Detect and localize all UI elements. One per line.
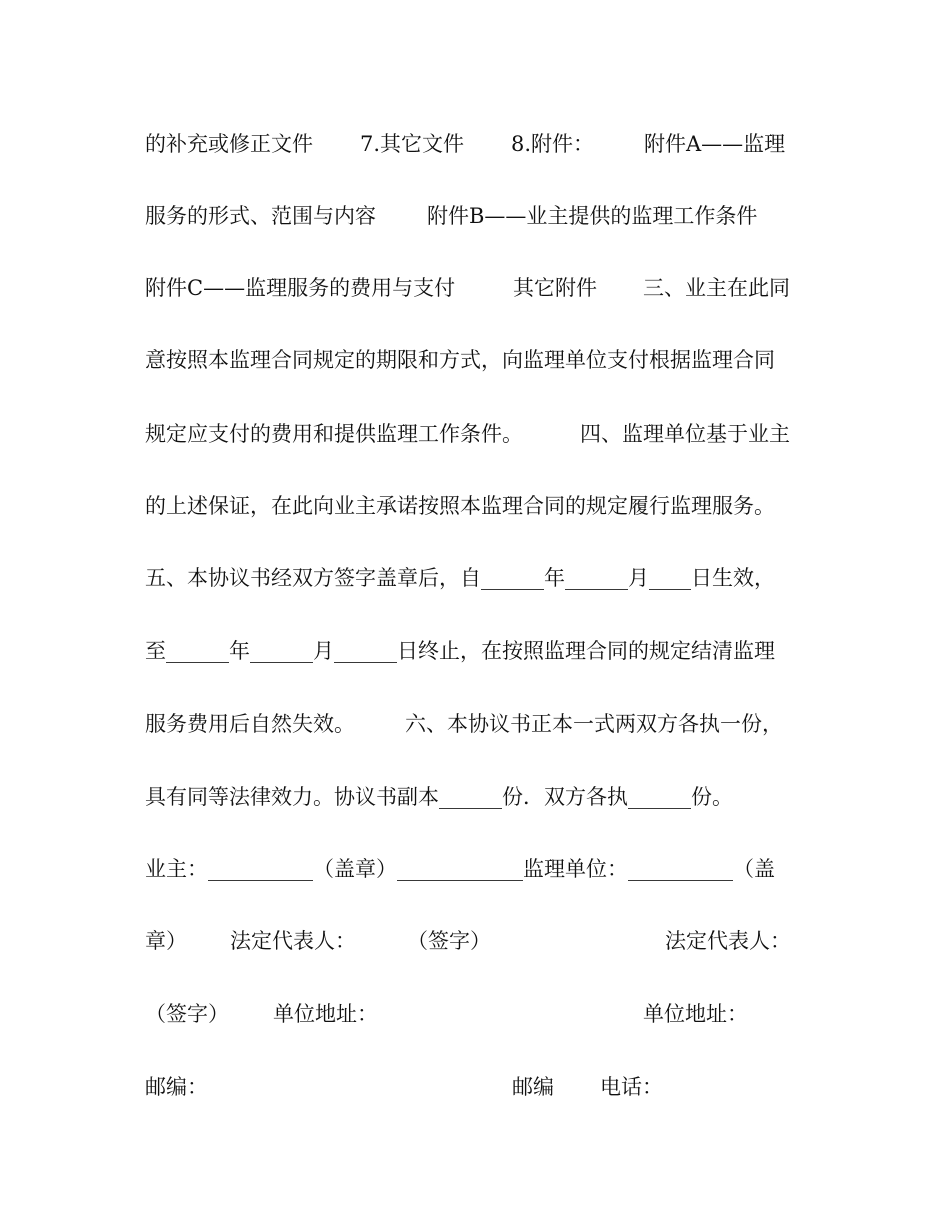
text-line-3 (145, 268, 805, 308)
text-line-10 (145, 777, 805, 817)
text-line-13 (145, 994, 805, 1034)
text-line-2 (145, 196, 805, 236)
text-segment: 规定应支付的费用和提供监理工作条件。 (145, 422, 523, 446)
text-segment: 六、本协议书正本一式两双方各执一份， (405, 712, 783, 736)
text-segment: 意按照本监理合同规定的期限和方式，向监理单位支付根据监理合同 (145, 348, 775, 372)
text-segment: 单位地址： (643, 1002, 748, 1026)
text-line-12 (145, 921, 805, 961)
text-segment: 至______年______月______日终止，在按照监理合同的规定结清监理 (145, 639, 775, 663)
text-line-5 (145, 414, 805, 454)
text-segment: 邮编： (145, 1075, 208, 1099)
text-segment: 章） (145, 929, 187, 953)
text-segment: 附件B——业主提供的监理工作条件 (427, 204, 758, 228)
text-segment: 五、本协议书经双方签字盖章后，自______年______月____日生效， (145, 566, 775, 590)
text-line-8 (145, 631, 805, 671)
text-segment: 三、业主在此同 (643, 276, 790, 300)
text-segment: 四、监理单位基于业主 (580, 422, 790, 446)
text-segment: 的上述保证，在此向业主承诺按照本监理合同的规定履行监理服务。 (145, 494, 775, 518)
text-line-7 (145, 558, 805, 598)
text-segment: （签字） (145, 1002, 229, 1026)
text-line-6 (145, 486, 805, 526)
text-segment: 服务费用后自然失效。 (145, 712, 355, 736)
text-segment: 附件C——监理服务的费用与支付 (145, 276, 456, 300)
text-line-1 (145, 124, 805, 164)
text-segment: 单位地址： (273, 1002, 378, 1026)
text-segment: 邮编 (512, 1075, 554, 1099)
text-line-11 (145, 849, 805, 889)
text-line-4 (145, 340, 805, 380)
text-segment: 其它附件 (513, 276, 597, 300)
text-line-9 (145, 704, 805, 744)
text-segment: 电话： (600, 1075, 663, 1099)
text-segment: 业主：__________（盖章）____________监理单位：__________（盖 (145, 857, 775, 881)
text-segment: 服务的形式、范围与内容 (145, 204, 376, 228)
text-segment: 8.附件： (511, 132, 595, 156)
text-segment: 的补充或修正文件 (145, 132, 313, 156)
text-segment: 法定代表人： (230, 929, 356, 953)
text-segment: 附件A——监理 (644, 132, 786, 156)
text-segment: 7.其它文件 (360, 132, 465, 156)
text-segment: 具有同等法律效力。协议书副本______份．双方各执______份。 (145, 785, 733, 809)
text-segment: （签字） (407, 929, 491, 953)
text-line-14 (145, 1067, 805, 1107)
text-segment: 法定代表人： (665, 929, 791, 953)
